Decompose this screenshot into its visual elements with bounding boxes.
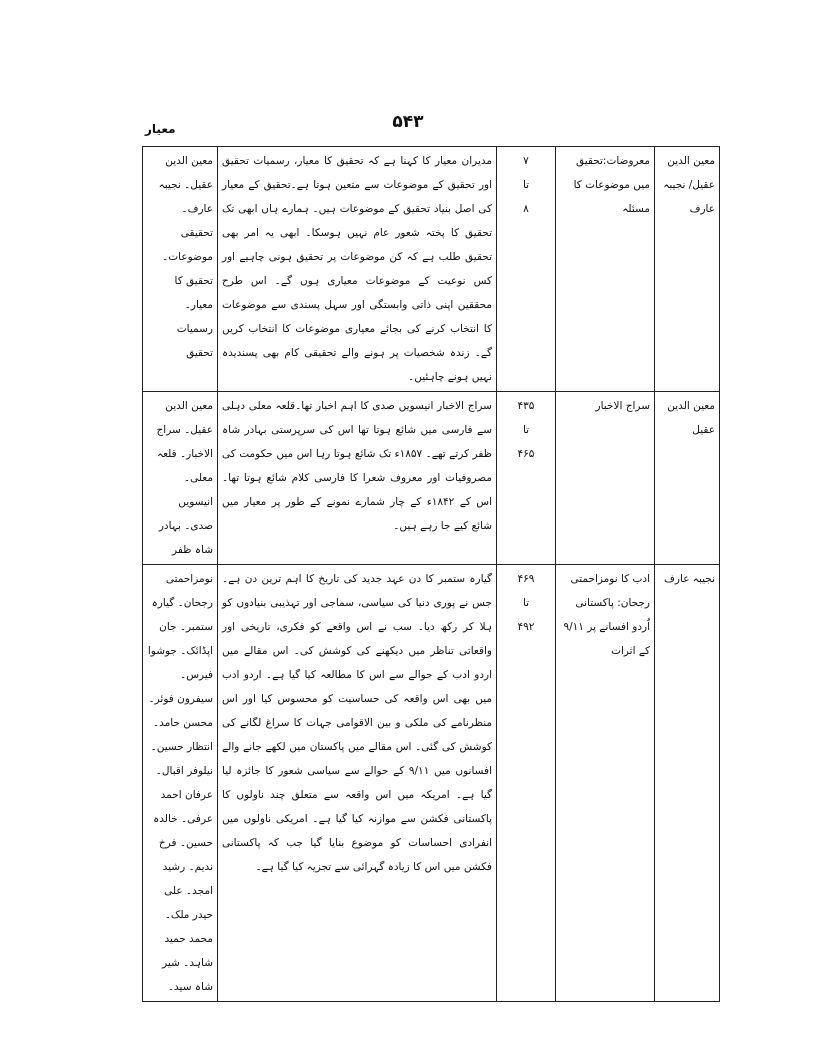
page-to: تا xyxy=(522,424,530,436)
keywords-cell: معین الدین عقیل۔ سراج الاخبار۔ قلعہ معلی۔ انیسویں صدی۔ بہادر شاہ ظفر xyxy=(143,392,218,565)
table-row xyxy=(143,392,720,565)
title-cell: سراج الاخبار xyxy=(556,392,655,565)
table-row xyxy=(143,565,720,1002)
page-start: ۴۳۵ xyxy=(517,400,535,412)
summary-cell: سراج الاخبار انیسویں صدی کا اہم اخبار تھا۔قلعہ معلی دہلی سے فارسی میں شائع ہوتا تھا اس کی سرپرستی بہادر شاہ ظفر کرتے تھے۔ ۱۸۵۷ء تک شائع ہوتا رہا اس میں حکومت کی مصروفیات اور معروف شعرا کا فارسی کلام شائع ہوتا تھا۔ اس کے ۱۸۴۲ء کے چار شمارے نمونے کے طور پر معیار میں شائع کیے جا رہے ہیں۔ xyxy=(218,392,497,565)
author-cell: نجیبہ عارف xyxy=(655,565,720,1002)
page-to: تا xyxy=(522,597,530,609)
page-end: ۴۹۲ xyxy=(517,621,535,633)
page-number: ۵۴۳ xyxy=(392,112,424,132)
page-to: تا xyxy=(522,179,530,191)
journal-name: معیار xyxy=(145,122,176,136)
index-table xyxy=(142,146,720,1002)
summary-cell: مدیران معیار کا کہنا ہے کہ تحقیق کا معیار، رسمیات تحقیق اور تحقیق کے موضوعات سے متعین ہوتا ہے۔تحقیق کے معیار کی اصل بنیاد تحقیق کے موضوعات ہیں۔ ہمارے ہاں ابھی تک تحقیق کا پختہ شعور عام نہیں ہوسکا۔ ابھی یہ امر بھی تحقیق طلب ہے کہ کن موضوعات پر تحقیق ہونی چاہیے اور کس نوعیت کے موضوعات معیاری ہوں گے۔ اس طرح محققین اپنی ذاتی وابستگی اور سہل پسندی سے موضوعات کا انتخاب کرنے کی بجائے معیاری موضوعات کا انتخاب کریں گے۔ زندہ شخصیات پر ہونے والے تحقیقی کام بھی پسندیدہ نہیں ہونے چاہئیں۔ xyxy=(218,147,497,392)
page-end: ۴۶۵ xyxy=(517,448,535,460)
title-cell: معروضات:تحقیق میں موضوعات کا مسئلہ xyxy=(556,147,655,392)
summary-cell: گیارہ ستمبر کا دن عہد جدید کی تاریخ کا اہم ترین دن ہے۔جس نے پوری دنیا کی سیاسی، سماجی اور تہذیبی بنیادوں کو ہلا کر رکھ دیا۔ سب نے اس واقعے کو فکری، تاریخی اور واقعاتی تناظر میں دیکھنے کی کوشش کی۔ اس مقالے میں اردو ادب کے حوالے سے اس کا مطالعہ کیا گیا ہے۔ اردو ادب میں بھی اس واقعہ کی حساسیت کو محسوس کیا اور اس منظرنامے کی ملکی و بین الاقوامی جہات کا سراغ لگانے کی کوشش کی گئی۔ اس مقالے میں پاکستان میں لکھے جانے والے افسانوں میں ۹/۱۱ کے حوالے سے سیاسی شعور کا جائزہ لیا گیا ہے۔ امریکہ میں اس واقعہ سے متعلق چند ناولوں کا پاکستانی فکشن سے موازنہ کیا گیا ہے۔ امریکی ناولوں میں انفرادی احساسات کو موضوع بنایا گیا جب کہ پاکستانی فکشن میں اس کا زیادہ گہرائی سے تجزیہ کیا گیا ہے۔ xyxy=(218,565,497,1002)
keywords-cell: معین الدین عقیل۔ نجیبہ عارف۔ تحقیقی موضوعات۔ تحقیق کا معیار۔ رسمیات تحقیق xyxy=(143,147,218,392)
page-start: ۴۶۹ xyxy=(517,573,535,585)
keywords-cell: نومزاحمتی رجحان۔ گیارہ ستمبر۔ جان اپڈائک۔ جوشوا فیرس۔ سیفرون فوئر۔ محسن حامد۔ انتظار حسین۔ نیلوفر اقبال۔ عرفان احمد عرفی۔ خالدہ حسین۔ فرخ ندیم۔ رشید امجد۔ علی حیدر ملک۔ محمد حمید شاہد۔ شیر شاہ سید۔ xyxy=(143,565,218,1002)
pages-cell xyxy=(497,392,556,565)
pages-cell xyxy=(497,565,556,1002)
page-start: ۷ xyxy=(523,155,529,167)
table-row xyxy=(143,147,720,392)
page-end: ۸ xyxy=(523,203,529,215)
author-cell: معین الدین عقیل/ نجیبہ عارف xyxy=(655,147,720,392)
pages-cell xyxy=(497,147,556,392)
title-cell: ادب کا نومزاحمتی رجحان: پاکستانی اُردو افسانے پر ۹/۱۱ کے اثرات xyxy=(556,565,655,1002)
author-cell: معین الدین عقیل xyxy=(655,392,720,565)
